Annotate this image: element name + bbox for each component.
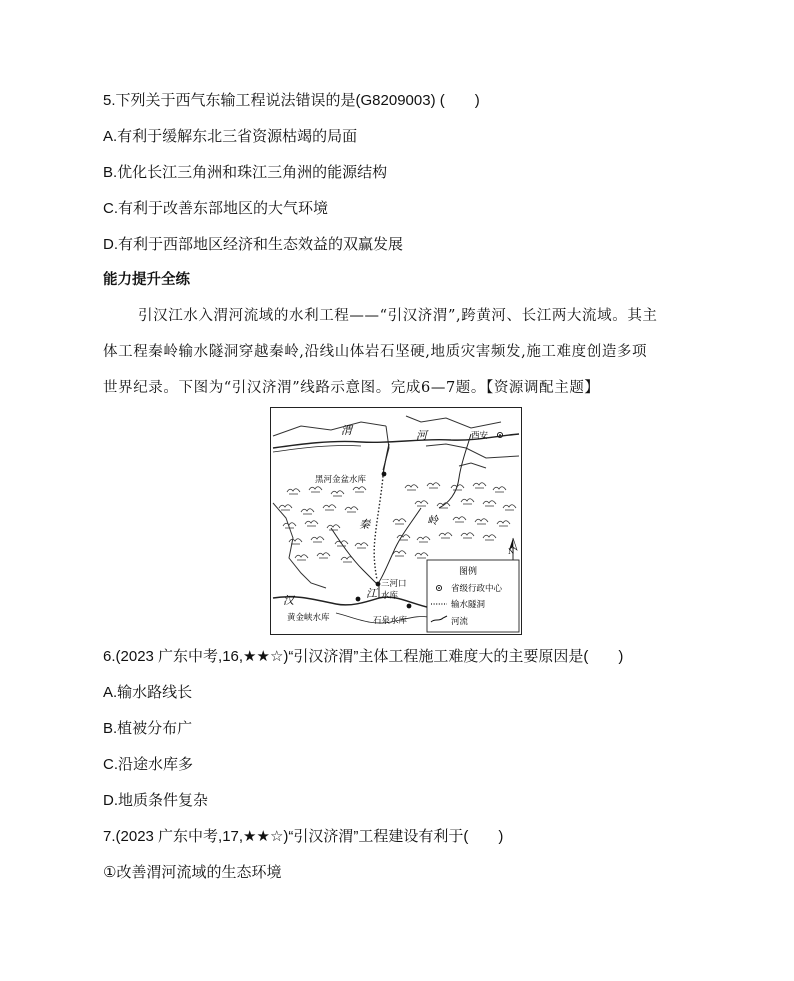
- boundary-line: [273, 422, 386, 436]
- mountain-icon: [309, 487, 322, 492]
- mountain-icon: [415, 501, 428, 506]
- legend-item-river: 河流: [451, 617, 469, 627]
- mountain-icon: [405, 485, 418, 490]
- map-legend: [427, 560, 519, 632]
- mountain-icon: [393, 551, 406, 556]
- mountain-icon: [353, 487, 366, 492]
- label-ling: 岭: [427, 514, 438, 527]
- heihe-reservoir-marker: [382, 472, 387, 477]
- mountain-icon: [301, 509, 314, 514]
- mountain-icon: [473, 483, 486, 488]
- mountain-icon: [497, 521, 510, 526]
- mountain-icon: [483, 501, 496, 506]
- mountain-icon: [427, 483, 440, 488]
- passage-line-3: 世界纪录。下图为“引汉济渭”线路示意图。完成6—7题。【资源调配主题】: [103, 380, 600, 396]
- label-shiquan: 石泉水库: [373, 616, 408, 626]
- label-he: 河: [416, 429, 427, 442]
- q5-option-a: A.有利于缓解东北三省资源枯竭的局面: [103, 128, 358, 145]
- mountain-icon: [317, 553, 330, 558]
- label-sanhekou-1: 三河口: [381, 579, 407, 589]
- mountain-icon: [327, 525, 340, 530]
- mountain-icon: [331, 491, 344, 496]
- shiquan-reservoir-marker: [407, 604, 412, 609]
- label-huangjinxia: 黄金峡水库: [287, 613, 330, 623]
- mountain-icon: [503, 505, 516, 510]
- mountain-icon: [417, 537, 430, 542]
- label-sanhekou-2: 水库: [381, 591, 399, 601]
- route-map: [270, 407, 522, 635]
- boundary-line: [406, 416, 501, 428]
- q6-option-c: C.沿途水库多: [103, 756, 194, 773]
- mountain-symbols: [279, 483, 516, 562]
- water-tunnel: [374, 476, 383, 580]
- legend-item-capital: 省级行政中心: [451, 584, 503, 594]
- mountain-icon: [453, 517, 466, 522]
- mountain-icon: [439, 533, 452, 538]
- heihe-river: [383, 444, 389, 474]
- boundary-line: [426, 444, 519, 458]
- mountain-icon: [415, 553, 428, 558]
- xian-marker-dot: [499, 434, 501, 436]
- label-north: N: [508, 547, 515, 556]
- q5-option-b: B.优化长江三角洲和珠江三角洲的能源结构: [103, 164, 388, 181]
- passage-line-2: 体工程秦岭输水隧洞穿越秦岭,沿线山体岩石坚硬,地质灾害频发,施工难度创造多项: [103, 344, 648, 360]
- label-jiang: 江: [366, 587, 377, 600]
- mountain-icon: [289, 539, 302, 544]
- mountain-icon: [311, 537, 324, 542]
- q6-option-b: B.植被分布广: [103, 720, 193, 737]
- mountain-icon: [341, 557, 354, 562]
- mountain-icon: [295, 555, 308, 560]
- boundary-line: [273, 503, 326, 588]
- mountain-icon: [461, 499, 474, 504]
- q5-stem: 5.下列关于西气东输工程说法错误的是(G8209003) ( ): [103, 92, 480, 109]
- mountain-icon: [483, 535, 496, 540]
- ziwu-river: [379, 508, 421, 582]
- mountain-icon: [397, 535, 410, 540]
- q5-option-c: C.有利于改善东部地区的大气环境: [103, 200, 329, 217]
- mountain-icon: [279, 505, 292, 510]
- label-qin: 秦: [359, 518, 370, 531]
- western-tributary: [331, 528, 379, 586]
- mountain-icon: [475, 519, 488, 524]
- tributary-river: [439, 434, 471, 508]
- mountain-icon: [461, 533, 474, 538]
- label-wei: 渭: [341, 424, 352, 437]
- sanhekou-reservoir-marker: [376, 582, 381, 587]
- passage-line-1: 引汉江水入渭河流域的水利工程——“引汉济渭”,跨黄河、长江两大流域。其主: [138, 308, 658, 324]
- q7-option-1: ①改善渭河流域的生态环境: [103, 864, 282, 881]
- q6-option-a: A.输水路线长: [103, 684, 193, 701]
- label-xian: 西安: [471, 431, 489, 441]
- q7-stem: 7.(2023 广东中考,17,★★☆)“引汉济渭”工程建设有利于( ): [103, 828, 504, 845]
- label-heihe-reservoir: 黑河金盆水库: [315, 475, 367, 485]
- label-han: 汉: [283, 594, 294, 607]
- q5-option-d: D.有利于西部地区经济和生态效益的双赢发展: [103, 236, 404, 253]
- section-title: 能力提升全练: [103, 272, 190, 288]
- boundary-line: [459, 463, 486, 468]
- mountain-icon: [355, 543, 368, 548]
- mountain-icon: [345, 507, 358, 512]
- mountain-icon: [393, 519, 406, 524]
- legend-item-tunnel: 输水隧洞: [451, 600, 486, 610]
- q6-option-d: D.地质条件复杂: [103, 792, 209, 809]
- mountain-icon: [323, 505, 336, 510]
- mountain-icon: [493, 487, 506, 492]
- huangjinxia-reservoir-marker: [356, 597, 361, 602]
- mountain-icon: [305, 521, 318, 526]
- mountain-icon: [287, 489, 300, 494]
- legend-title: 图例: [459, 567, 478, 577]
- q6-stem: 6.(2023 广东中考,16,★★☆)“引汉济渭”主体工程施工难度大的主要原因是( ): [103, 648, 624, 665]
